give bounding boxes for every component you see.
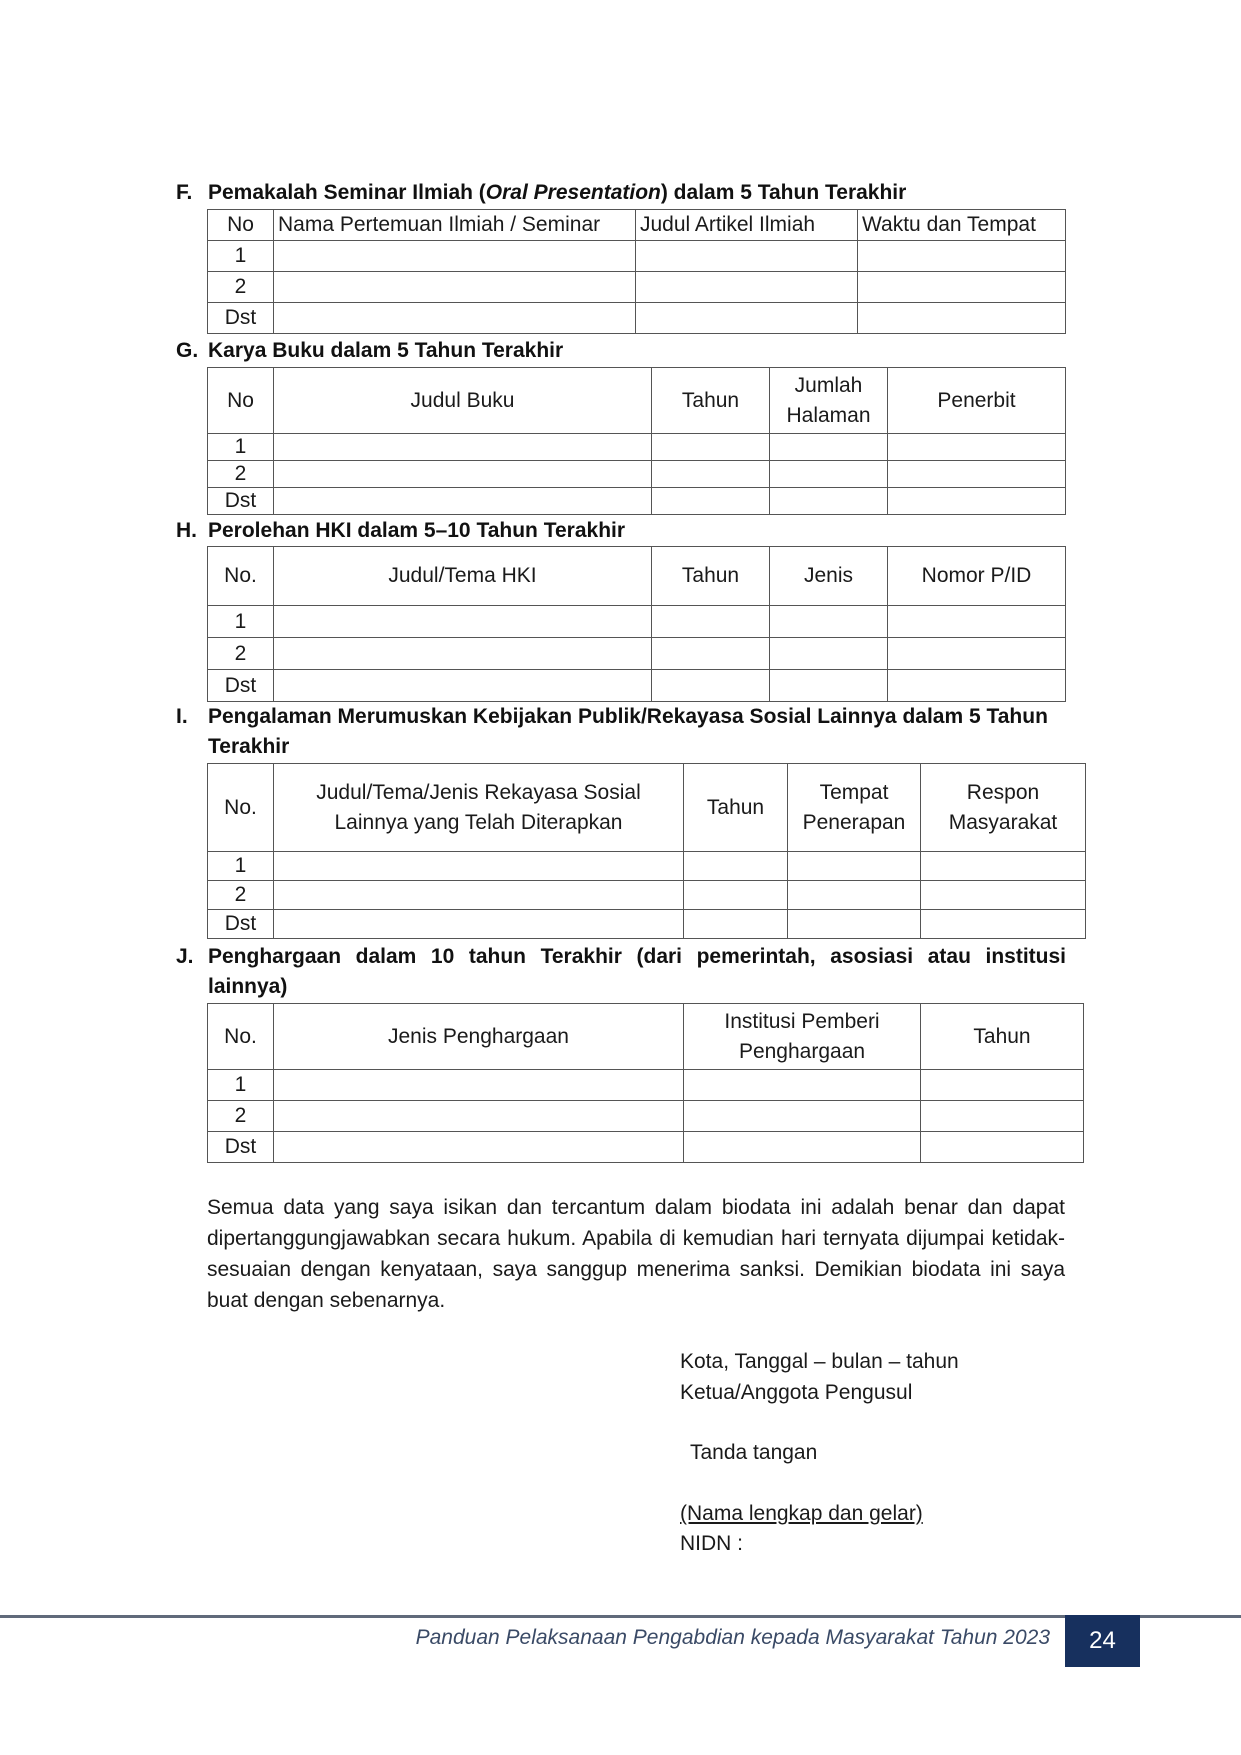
table-cell[interactable] bbox=[652, 638, 770, 670]
table-cell[interactable] bbox=[274, 488, 652, 515]
table-cell[interactable] bbox=[921, 1101, 1084, 1132]
row-number: 2 bbox=[208, 272, 274, 303]
col-header: Judul Artikel Ilmiah bbox=[636, 210, 858, 241]
col-header: No bbox=[208, 368, 274, 434]
section-f bbox=[176, 178, 1066, 208]
table-cell[interactable] bbox=[684, 1101, 921, 1132]
table-cell[interactable] bbox=[636, 303, 858, 334]
table-header-row bbox=[208, 764, 1086, 852]
table-row bbox=[208, 303, 1066, 334]
table-cell[interactable] bbox=[888, 461, 1066, 488]
table-cell[interactable] bbox=[652, 670, 770, 702]
section-i-title bbox=[176, 702, 1066, 762]
col-header: Judul Buku bbox=[274, 368, 652, 434]
page-number: 24 bbox=[1065, 1615, 1140, 1667]
row-number: 2 bbox=[208, 881, 274, 910]
section-j-title bbox=[176, 942, 1066, 1002]
section-h-title bbox=[176, 516, 1066, 546]
table-cell[interactable] bbox=[770, 670, 888, 702]
statement-paragraph: Semua data yang saya isikan dan tercantum dalam biodata ini adalah benar dan dapat dipertanggungjawabkan secara hukum. Apabila di kemudian hari ternyata dijumpai ketidak- sesuaian dengan kenyataan, saya sanggup menerima sanksi. Demikian biodata ini saya buat dengan sebenarnya. bbox=[207, 1196, 1065, 1312]
table-row bbox=[208, 852, 1086, 881]
table-cell[interactable] bbox=[788, 852, 921, 881]
table-cell[interactable] bbox=[858, 303, 1066, 334]
row-number: 2 bbox=[208, 461, 274, 488]
row-number: 1 bbox=[208, 434, 274, 461]
row-number: 2 bbox=[208, 1101, 274, 1132]
table-cell[interactable] bbox=[274, 910, 684, 939]
section-h bbox=[176, 516, 1066, 546]
table-row bbox=[208, 461, 1066, 488]
col-header: No bbox=[208, 210, 274, 241]
table-public-policy bbox=[207, 763, 1086, 939]
table-cell[interactable] bbox=[274, 303, 636, 334]
row-number: 2 bbox=[208, 638, 274, 670]
section-g-title bbox=[176, 336, 1066, 366]
table-cell[interactable] bbox=[274, 1101, 684, 1132]
col-header: Tahun bbox=[921, 1004, 1084, 1070]
table-header-row bbox=[208, 210, 1066, 241]
table-row bbox=[208, 272, 1066, 303]
row-number: Dst bbox=[208, 670, 274, 702]
table-cell[interactable] bbox=[652, 606, 770, 638]
signature-role: Ketua/Anggota Pengusul bbox=[680, 1381, 913, 1404]
table-hki bbox=[207, 546, 1066, 702]
table-cell[interactable] bbox=[274, 881, 684, 910]
table-cell[interactable] bbox=[921, 910, 1086, 939]
section-i-title-text: Pengalaman Merumuskan Kebijakan Publik/Rekayasa Sosial Lainnya dalam 5 Tahun Terakhir bbox=[208, 705, 1048, 758]
row-number: 1 bbox=[208, 241, 274, 272]
row-number: 1 bbox=[208, 852, 274, 881]
table-cell[interactable] bbox=[788, 910, 921, 939]
table-cell[interactable] bbox=[921, 1070, 1084, 1101]
section-i-letter: I. bbox=[176, 705, 188, 728]
table-cell[interactable] bbox=[858, 241, 1066, 272]
table-cell[interactable] bbox=[636, 272, 858, 303]
col-header: Judul/Tema/Jenis Rekayasa Sosial Lainnya yang Telah Diterapkan bbox=[274, 764, 684, 852]
signature-nidn: NIDN : bbox=[680, 1532, 743, 1555]
col-header: Nomor P/ID bbox=[888, 547, 1066, 606]
section-h-letter: H. bbox=[176, 519, 197, 542]
row-number: Dst bbox=[208, 488, 274, 515]
table-cell[interactable] bbox=[888, 606, 1066, 638]
table-cell[interactable] bbox=[770, 461, 888, 488]
section-i bbox=[176, 702, 1066, 762]
table-row bbox=[208, 638, 1066, 670]
section-j-letter: J. bbox=[176, 945, 194, 968]
table-row bbox=[208, 881, 1086, 910]
table-cell[interactable] bbox=[274, 461, 652, 488]
col-header: Tahun bbox=[652, 368, 770, 434]
table-header-row bbox=[208, 547, 1066, 606]
row-number: Dst bbox=[208, 910, 274, 939]
col-header: No. bbox=[208, 547, 274, 606]
table-cell[interactable] bbox=[770, 434, 888, 461]
table-cell[interactable] bbox=[274, 670, 652, 702]
section-f-letter: F. bbox=[176, 181, 193, 204]
table-cell[interactable] bbox=[770, 638, 888, 670]
table-cell[interactable] bbox=[888, 638, 1066, 670]
table-cell[interactable] bbox=[888, 670, 1066, 702]
table-cell[interactable] bbox=[636, 241, 858, 272]
col-header: Tahun bbox=[652, 547, 770, 606]
table-cell[interactable] bbox=[274, 1132, 684, 1163]
table-cell[interactable] bbox=[684, 1070, 921, 1101]
table-cell[interactable] bbox=[770, 488, 888, 515]
table-header-row bbox=[208, 368, 1066, 434]
table-row bbox=[208, 241, 1066, 272]
table-row bbox=[208, 488, 1066, 515]
row-number: Dst bbox=[208, 303, 274, 334]
table-awards bbox=[207, 1003, 1084, 1163]
table-row bbox=[208, 606, 1066, 638]
row-number: 1 bbox=[208, 1070, 274, 1101]
table-row bbox=[208, 1101, 1084, 1132]
table-row bbox=[208, 910, 1086, 939]
table-cell[interactable] bbox=[274, 272, 636, 303]
table-cell[interactable] bbox=[921, 852, 1086, 881]
table-cell[interactable] bbox=[652, 488, 770, 515]
table-row bbox=[208, 1070, 1084, 1101]
table-cell[interactable] bbox=[274, 434, 652, 461]
table-cell[interactable] bbox=[684, 881, 788, 910]
table-row bbox=[208, 670, 1066, 702]
footer-title: Panduan Pelaksanaan Pengabdian kepada Masyarakat Tahun 2023 bbox=[415, 1626, 1050, 1649]
table-cell[interactable] bbox=[684, 852, 788, 881]
table-cell[interactable] bbox=[652, 434, 770, 461]
signature-city-date: Kota, Tanggal – bulan – tahun bbox=[680, 1350, 959, 1373]
col-header: Jenis bbox=[770, 547, 888, 606]
signature-label: Tanda tangan bbox=[690, 1441, 818, 1464]
table-cell[interactable] bbox=[274, 241, 636, 272]
row-number: 1 bbox=[208, 606, 274, 638]
table-cell[interactable] bbox=[858, 272, 1066, 303]
table-cell[interactable] bbox=[274, 606, 652, 638]
section-f-title-post: ) dalam 5 Tahun Terakhir bbox=[660, 181, 907, 204]
col-header: Jenis Penghargaan bbox=[274, 1004, 684, 1070]
table-books bbox=[207, 367, 1066, 515]
footer-rule bbox=[0, 1615, 1241, 1618]
table-cell[interactable] bbox=[921, 881, 1086, 910]
signature-name: (Nama lengkap dan gelar) bbox=[680, 1502, 923, 1525]
col-header: No. bbox=[208, 764, 274, 852]
col-header: Nama Pertemuan Ilmiah / Seminar bbox=[274, 210, 636, 241]
table-cell[interactable] bbox=[921, 1132, 1084, 1163]
section-g-title-text: Karya Buku dalam 5 Tahun Terakhir bbox=[208, 339, 564, 362]
section-j bbox=[176, 942, 1066, 1002]
section-f-title-italic: Oral Presentation bbox=[485, 181, 661, 204]
section-f-title bbox=[176, 178, 1066, 208]
table-cell[interactable] bbox=[888, 488, 1066, 515]
col-header: Waktu dan Tempat bbox=[858, 210, 1066, 241]
table-cell[interactable] bbox=[770, 606, 888, 638]
table-cell[interactable] bbox=[274, 852, 684, 881]
table-header-row bbox=[208, 1004, 1084, 1070]
table-cell[interactable] bbox=[684, 910, 788, 939]
table-seminar bbox=[207, 209, 1066, 334]
col-header: Jumlah Halaman bbox=[770, 368, 888, 434]
col-header: Institusi Pemberi Penghargaan bbox=[684, 1004, 921, 1070]
table-cell[interactable] bbox=[274, 638, 652, 670]
col-header: Judul/Tema HKI bbox=[274, 547, 652, 606]
section-f-title-pre: Pemakalah Seminar Ilmiah ( bbox=[208, 181, 486, 204]
table-cell[interactable] bbox=[788, 881, 921, 910]
row-number: Dst bbox=[208, 1132, 274, 1163]
table-cell[interactable] bbox=[652, 461, 770, 488]
col-header: No. bbox=[208, 1004, 274, 1070]
col-header: Tahun bbox=[684, 764, 788, 852]
col-header: Penerbit bbox=[888, 368, 1066, 434]
section-g bbox=[176, 336, 1066, 366]
section-g-letter: G. bbox=[176, 339, 199, 362]
col-header: Tempat Penerapan bbox=[788, 764, 921, 852]
table-row bbox=[208, 1132, 1084, 1163]
table-cell[interactable] bbox=[888, 434, 1066, 461]
col-header: Respon Masyarakat bbox=[921, 764, 1086, 852]
section-h-title-text: Perolehan HKI dalam 5–10 Tahun Terakhir bbox=[208, 519, 626, 542]
table-cell[interactable] bbox=[274, 1070, 684, 1101]
table-cell[interactable] bbox=[684, 1132, 921, 1163]
section-j-title-text: Penghargaan dalam 10 tahun Terakhir (dari pemerintah, asosiasi atau institusi lainnya) bbox=[208, 945, 1066, 998]
table-row bbox=[208, 434, 1066, 461]
